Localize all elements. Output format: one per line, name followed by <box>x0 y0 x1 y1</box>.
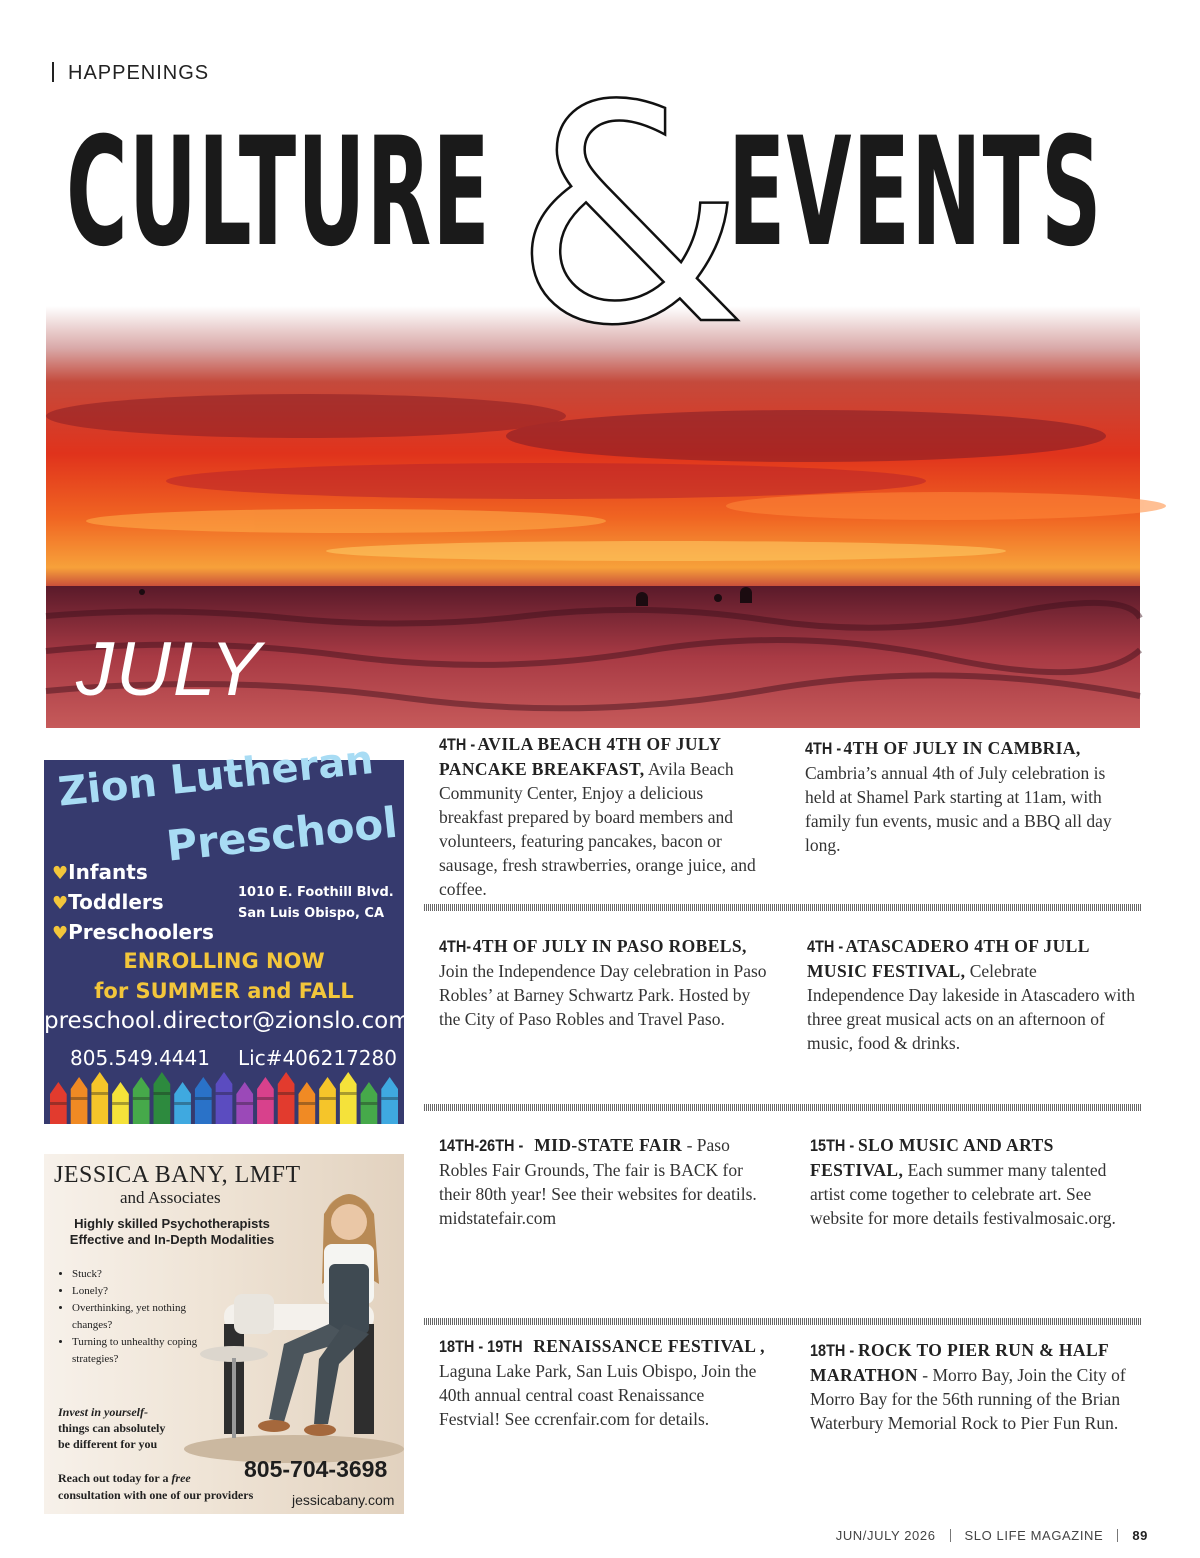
event-date: 4TH - <box>805 739 842 758</box>
crayon-tip <box>91 1072 108 1084</box>
zion-ad-title-line1: Zion Lutheran <box>56 736 376 816</box>
crayon-tip <box>298 1082 315 1094</box>
title-culture: CULTURE <box>66 106 491 280</box>
crayon-body <box>216 1084 233 1124</box>
zion-ad-title-line2: Preschool <box>164 797 400 871</box>
crayon-band <box>91 1092 108 1095</box>
crayon-body <box>340 1084 357 1124</box>
zion-preschool-ad[interactable] <box>44 736 411 1124</box>
event-atascadero <box>807 934 1137 1055</box>
event-title: 4TH OF JULY IN CAMBRIA, <box>843 738 1081 758</box>
crayon-tip <box>112 1082 129 1094</box>
event-date: 18TH - <box>810 1341 855 1360</box>
page-number: 89 <box>1132 1528 1148 1543</box>
event-title: MID-STATE FAIR <box>534 1135 683 1155</box>
crayon-tip <box>381 1077 398 1089</box>
bany-ad-phone[interactable]: 805-704-3698 <box>244 1456 388 1482</box>
zion-ad-license: Lic#406217280 <box>238 1046 397 1070</box>
bany-ad-website[interactable]: jessicabany.com <box>292 1492 395 1508</box>
zion-ad-enrolling: ENROLLING NOW for SUMMER and FALL <box>94 949 354 1003</box>
crayon-band <box>340 1092 357 1095</box>
event-title: RENAISSANCE FESTIVAL , <box>533 1336 765 1356</box>
event-description: Avila Beach Community Center, Enjoy a delicious breakfast prepared by board members and volunteers, featuring pancakes, bacon or sausage, fresh strawberries, orange juice, and coffee. <box>439 759 756 899</box>
section-divider <box>52 62 54 82</box>
crayon-band <box>361 1102 378 1105</box>
ampersand-graphic <box>513 42 747 391</box>
crayon-body <box>319 1089 336 1124</box>
event-description: Laguna Lake Park, San Luis Obispo, Join the 40th annual central coast Renaissance Festvial! See ccrenfair.com for details. <box>439 1361 757 1429</box>
crayon-tip <box>71 1077 88 1089</box>
crayon-tip <box>257 1077 274 1089</box>
crayon-band <box>112 1102 129 1105</box>
event-date: 4TH- <box>439 937 472 956</box>
crayon-band <box>50 1102 67 1105</box>
crayon-tip <box>278 1072 295 1084</box>
list-item: • Lonely? <box>72 1283 202 1300</box>
footer-magazine: SLO LIFE MAGAZINE <box>964 1528 1104 1543</box>
bany-ad-bullets <box>72 1266 202 1368</box>
crayon-body <box>278 1084 295 1124</box>
crayon-band <box>319 1097 336 1100</box>
event-slo-music-arts <box>810 1133 1140 1230</box>
crayon-band <box>381 1097 398 1100</box>
crayon-band <box>133 1097 150 1100</box>
event-title: ATASCADERO 4TH OF JULL MUSIC FESTIVAL, <box>807 936 1089 981</box>
crayon-band <box>195 1097 212 1100</box>
zion-ad-address: 1010 E. Foothill Blvd. San Luis Obispo, CA <box>238 885 394 921</box>
crayon-tip <box>319 1077 336 1089</box>
crayon-body <box>298 1094 315 1124</box>
crayon-tip <box>133 1077 150 1089</box>
crayon-body <box>257 1089 274 1124</box>
crayon-band <box>257 1097 274 1100</box>
event-avila-pancake <box>439 732 769 901</box>
crayon-tip <box>50 1082 67 1094</box>
list-item: • Overthinking, yet nothing changes? <box>72 1300 202 1334</box>
crayon-band <box>278 1092 295 1095</box>
title-events: EVENTS <box>728 106 1103 280</box>
dotted-divider <box>424 904 1142 911</box>
crayon-tip <box>340 1072 357 1084</box>
crayon-tip <box>154 1072 171 1084</box>
crayon-tip <box>174 1082 191 1094</box>
crayon-body <box>381 1089 398 1124</box>
bany-ad-name: JESSICA BANY, LMFT <box>54 1162 301 1188</box>
event-cambria <box>805 736 1135 857</box>
event-date: 4TH - <box>439 735 476 754</box>
hero-month-label: JULY <box>76 627 263 712</box>
event-title: SLO MUSIC AND ARTS FESTIVAL, <box>810 1135 1054 1180</box>
event-description: Join the Independence Day celebration in Paso Robles’ at Barney Schwartz Park. Hosted by the City of Paso Robles and Travel Paso. <box>439 961 767 1029</box>
crayon-body <box>236 1094 253 1124</box>
bany-ad-associates: and Associates <box>120 1188 221 1207</box>
crayon-body <box>361 1094 378 1124</box>
list-item: • Stuck? <box>72 1266 202 1283</box>
event-title: AVILA BEACH 4TH OF JULY PANCAKE BREAKFAST, <box>439 734 721 779</box>
title-ampersand: & <box>513 42 747 391</box>
crayon-band <box>174 1102 191 1105</box>
event-rock-to-pier <box>810 1338 1140 1435</box>
dotted-divider <box>424 1104 1142 1111</box>
crayon-body <box>112 1094 129 1124</box>
crayon-band <box>298 1102 315 1105</box>
list-item: ♥Preschoolers <box>52 920 214 944</box>
event-date: 15TH - <box>810 1136 855 1155</box>
zion-ad-email[interactable]: preschool.director@zionslo.com <box>44 1008 411 1034</box>
event-description: Cambria’s annual 4th of July celebration is held at Shamel Park starting at 11am, with family fun events, music and a BBQ all day long. <box>805 763 1112 855</box>
crayon-band <box>216 1092 233 1095</box>
list-item: • Turning to unhealthy coping strategies? <box>72 1334 202 1368</box>
dotted-divider <box>424 1318 1142 1325</box>
crayon-band <box>154 1092 171 1095</box>
crayon-band <box>71 1097 88 1100</box>
crayon-tip <box>361 1082 378 1094</box>
event-mid-state-fair <box>439 1133 769 1230</box>
bany-ad-tagline: Highly skilled Psychotherapists Effective and In-Depth Modalities <box>69 1216 275 1247</box>
crayon-body <box>154 1084 171 1124</box>
crayon-body <box>71 1089 88 1124</box>
crayon-body <box>133 1089 150 1124</box>
footer-issue: JUN/JULY 2026 <box>835 1528 936 1543</box>
event-date: 4TH - <box>807 937 844 956</box>
crayon-body <box>91 1084 108 1124</box>
heart-icon: ♥ <box>52 893 69 914</box>
list-item: ♥Toddlers <box>52 890 164 914</box>
crayon-tip <box>216 1072 233 1084</box>
jessica-bany-ad[interactable] <box>44 1154 404 1514</box>
crayon-tip <box>236 1082 253 1094</box>
event-paso-robles <box>439 934 769 1031</box>
event-description: Celebrate Independence Day lakeside in Atascadero with three great musical acts on an afternoon of music, food & drinks. <box>807 961 1135 1053</box>
zion-ad-phone[interactable]: 805.549.4441 <box>70 1046 210 1070</box>
event-description: - Morro Bay, Join the City of Morro Bay for the 56th running of the Brian Waterbury Memorial Rock to Pier Fun Run. <box>810 1365 1126 1433</box>
page-footer <box>0 1528 1148 1543</box>
crayon-tip <box>195 1077 212 1089</box>
bany-ad-reach: Reach out today for a free consultation with one of our providers <box>58 1471 254 1502</box>
crayon-body <box>195 1089 212 1124</box>
crayon-body <box>174 1094 191 1124</box>
crayon-body <box>50 1094 67 1124</box>
footer-divider <box>950 1529 951 1542</box>
event-renaissance <box>439 1334 769 1431</box>
section-name: HAPPENINGS <box>68 62 210 84</box>
event-date: 14TH-26TH - <box>439 1136 524 1155</box>
heart-icon: ♥ <box>52 923 69 944</box>
crayon-band <box>236 1102 253 1105</box>
event-description: - Paso Robles Fair Grounds, The fair is BACK for their 80th year! See their websites for deatils. midstatefair.com <box>439 1135 757 1228</box>
zion-ad-programs <box>52 858 214 948</box>
event-description: Each summer many talented artist come together to celebrate art. See website for more details festivalmosaic.org. <box>810 1160 1116 1228</box>
bany-ad-invest: Invest in yourself- things can absolutely be different for you <box>58 1405 166 1451</box>
event-title: 4TH OF JULY IN PASO ROBELS, <box>472 936 747 956</box>
event-date: 18TH - 19TH <box>439 1337 523 1356</box>
crayons-graphic <box>48 1074 400 1124</box>
list-item: ♥Infants <box>52 860 148 884</box>
footer-divider <box>1117 1529 1118 1542</box>
section-label <box>52 62 209 85</box>
heart-icon: ♥ <box>52 863 69 884</box>
event-title: ROCK TO PIER RUN & HALF MARATHON <box>810 1340 1109 1385</box>
